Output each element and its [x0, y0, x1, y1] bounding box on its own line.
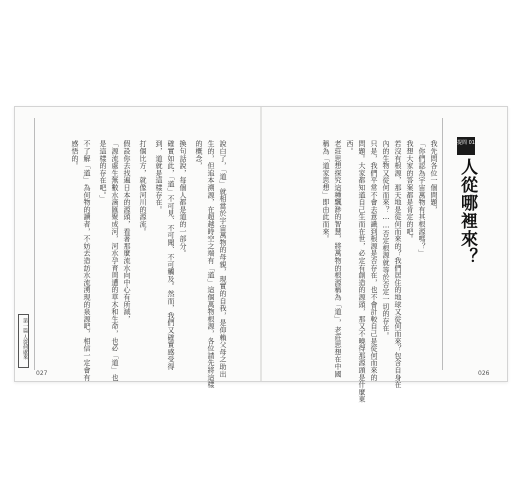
text-column: 不了解「道」為何物的讀者，不妨去造訪水流湧現的泉源吧，相信一定會有: [83, 140, 91, 381]
text-column: 生的，但追本溯源，在超越時空之端有「道」這個萬物根源，各位請先將這樣: [207, 140, 215, 389]
folio-box: [18, 314, 29, 368]
text-column: 「源流處生無數水滴匯聚成河，河水孕育周遭的草木和生命，也必「道」也: [111, 140, 119, 381]
text-column: 稱為「道家思想」即由此而來。: [322, 140, 330, 243]
text-column: 只是，我們平常不會去意識到根源是否存在，也不會計較自己是從何而來的: [370, 140, 378, 381]
text-column: 的概念，: [195, 140, 203, 170]
folio-label: 第一篇 人從何處來: [22, 318, 28, 360]
book-spine: [260, 107, 262, 381]
text-column: 西。: [346, 140, 354, 155]
page-number: 027: [36, 370, 48, 377]
text-column: 換句話說，每個人都是道的一部分。: [179, 140, 187, 257]
text-column: 內的生物又從何而來？……否定根源就等於否定一切的存在。: [382, 140, 390, 340]
text-column: 是這樣的存在吧。」: [99, 140, 107, 203]
text-column: 我想大家的答案都是肯定的吧。: [406, 140, 414, 243]
chapter-box: 提問 01: [457, 137, 475, 155]
text-column: 說白了，「道」就相當於宇宙萬物的母親，現實的自我，是仰賴父母之助出: [219, 140, 227, 378]
text-column: 我先問各位一個問題，: [430, 140, 438, 213]
page-margin-rule: [34, 118, 35, 370]
text-column: 「你們認為宇宙萬物有其根源嗎？」: [418, 140, 426, 257]
text-column: 到，道就是這樣存在。: [155, 140, 163, 213]
page-number: 026: [478, 370, 490, 377]
text-column: 感悟的。: [71, 140, 79, 170]
page-margin-rule: [442, 118, 443, 370]
text-column: 老莊思想探究這種飄渺的智慧，將萬物的根源稱為「道」，老莊思想在中國: [334, 140, 342, 378]
text-column: 假設你去找遍日本的源頭，看著那麼流水向中心有所減，: [123, 140, 131, 323]
text-column: 若沒有根源，那天地是從何而來的？我們居住的地球又從何而來？包含自身在: [394, 140, 402, 389]
text-column: 問題。大家都知道自己生而在世，必定有創造的源頭，那又不曉得那源頭是什麼東: [358, 140, 366, 403]
text-column: 打個比方，就像河川的源流。: [139, 140, 147, 235]
chapter-title: 人從哪裡來？: [457, 158, 477, 266]
text-column: 確實如此，「道」不可見、不可聞、不可觸及。然而，我們又確實感受得: [167, 140, 175, 371]
